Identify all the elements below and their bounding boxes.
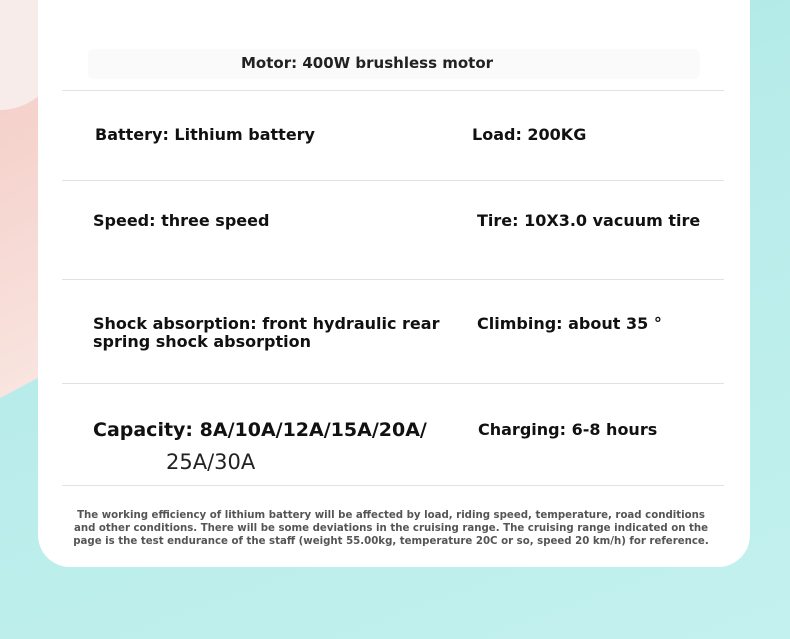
spec-charging: Charging: 6-8 hours	[478, 420, 658, 439]
divider	[62, 383, 724, 384]
spec-motor: Motor: 400W brushless motor	[241, 54, 494, 72]
divider	[62, 90, 724, 91]
divider	[62, 485, 724, 486]
spec-tire: Tire: 10X3.0 vacuum tire	[477, 211, 701, 230]
disclaimer-note: The working efficiency of lithium battery will be affected by load, riding speed, temperature, road conditions and other conditions. There will be some deviations in the cruising range. The cruising range indicated on the page is the test endurance of the staff (weight 55.00kg, temperature 20C or so, speed 20 km/h) for reference.	[73, 510, 709, 547]
spec-capacity-line1: Capacity: 8A/10A/12A/15A/20A/	[93, 419, 427, 441]
spec-shock-line2: spring shock absorption	[93, 332, 311, 351]
spec-battery: Battery: Lithium battery	[95, 125, 315, 144]
divider	[62, 279, 724, 280]
spec-card	[38, 0, 750, 567]
spec-climbing: Climbing: about 35 °	[477, 314, 662, 333]
spec-speed: Speed: three speed	[93, 211, 270, 230]
spec-load: Load: 200KG	[472, 125, 587, 144]
spec-capacity-line2: 25A/30A	[166, 450, 256, 474]
spec-shock-line1: Shock absorption: front hydraulic rear	[93, 314, 440, 333]
divider	[62, 180, 724, 181]
